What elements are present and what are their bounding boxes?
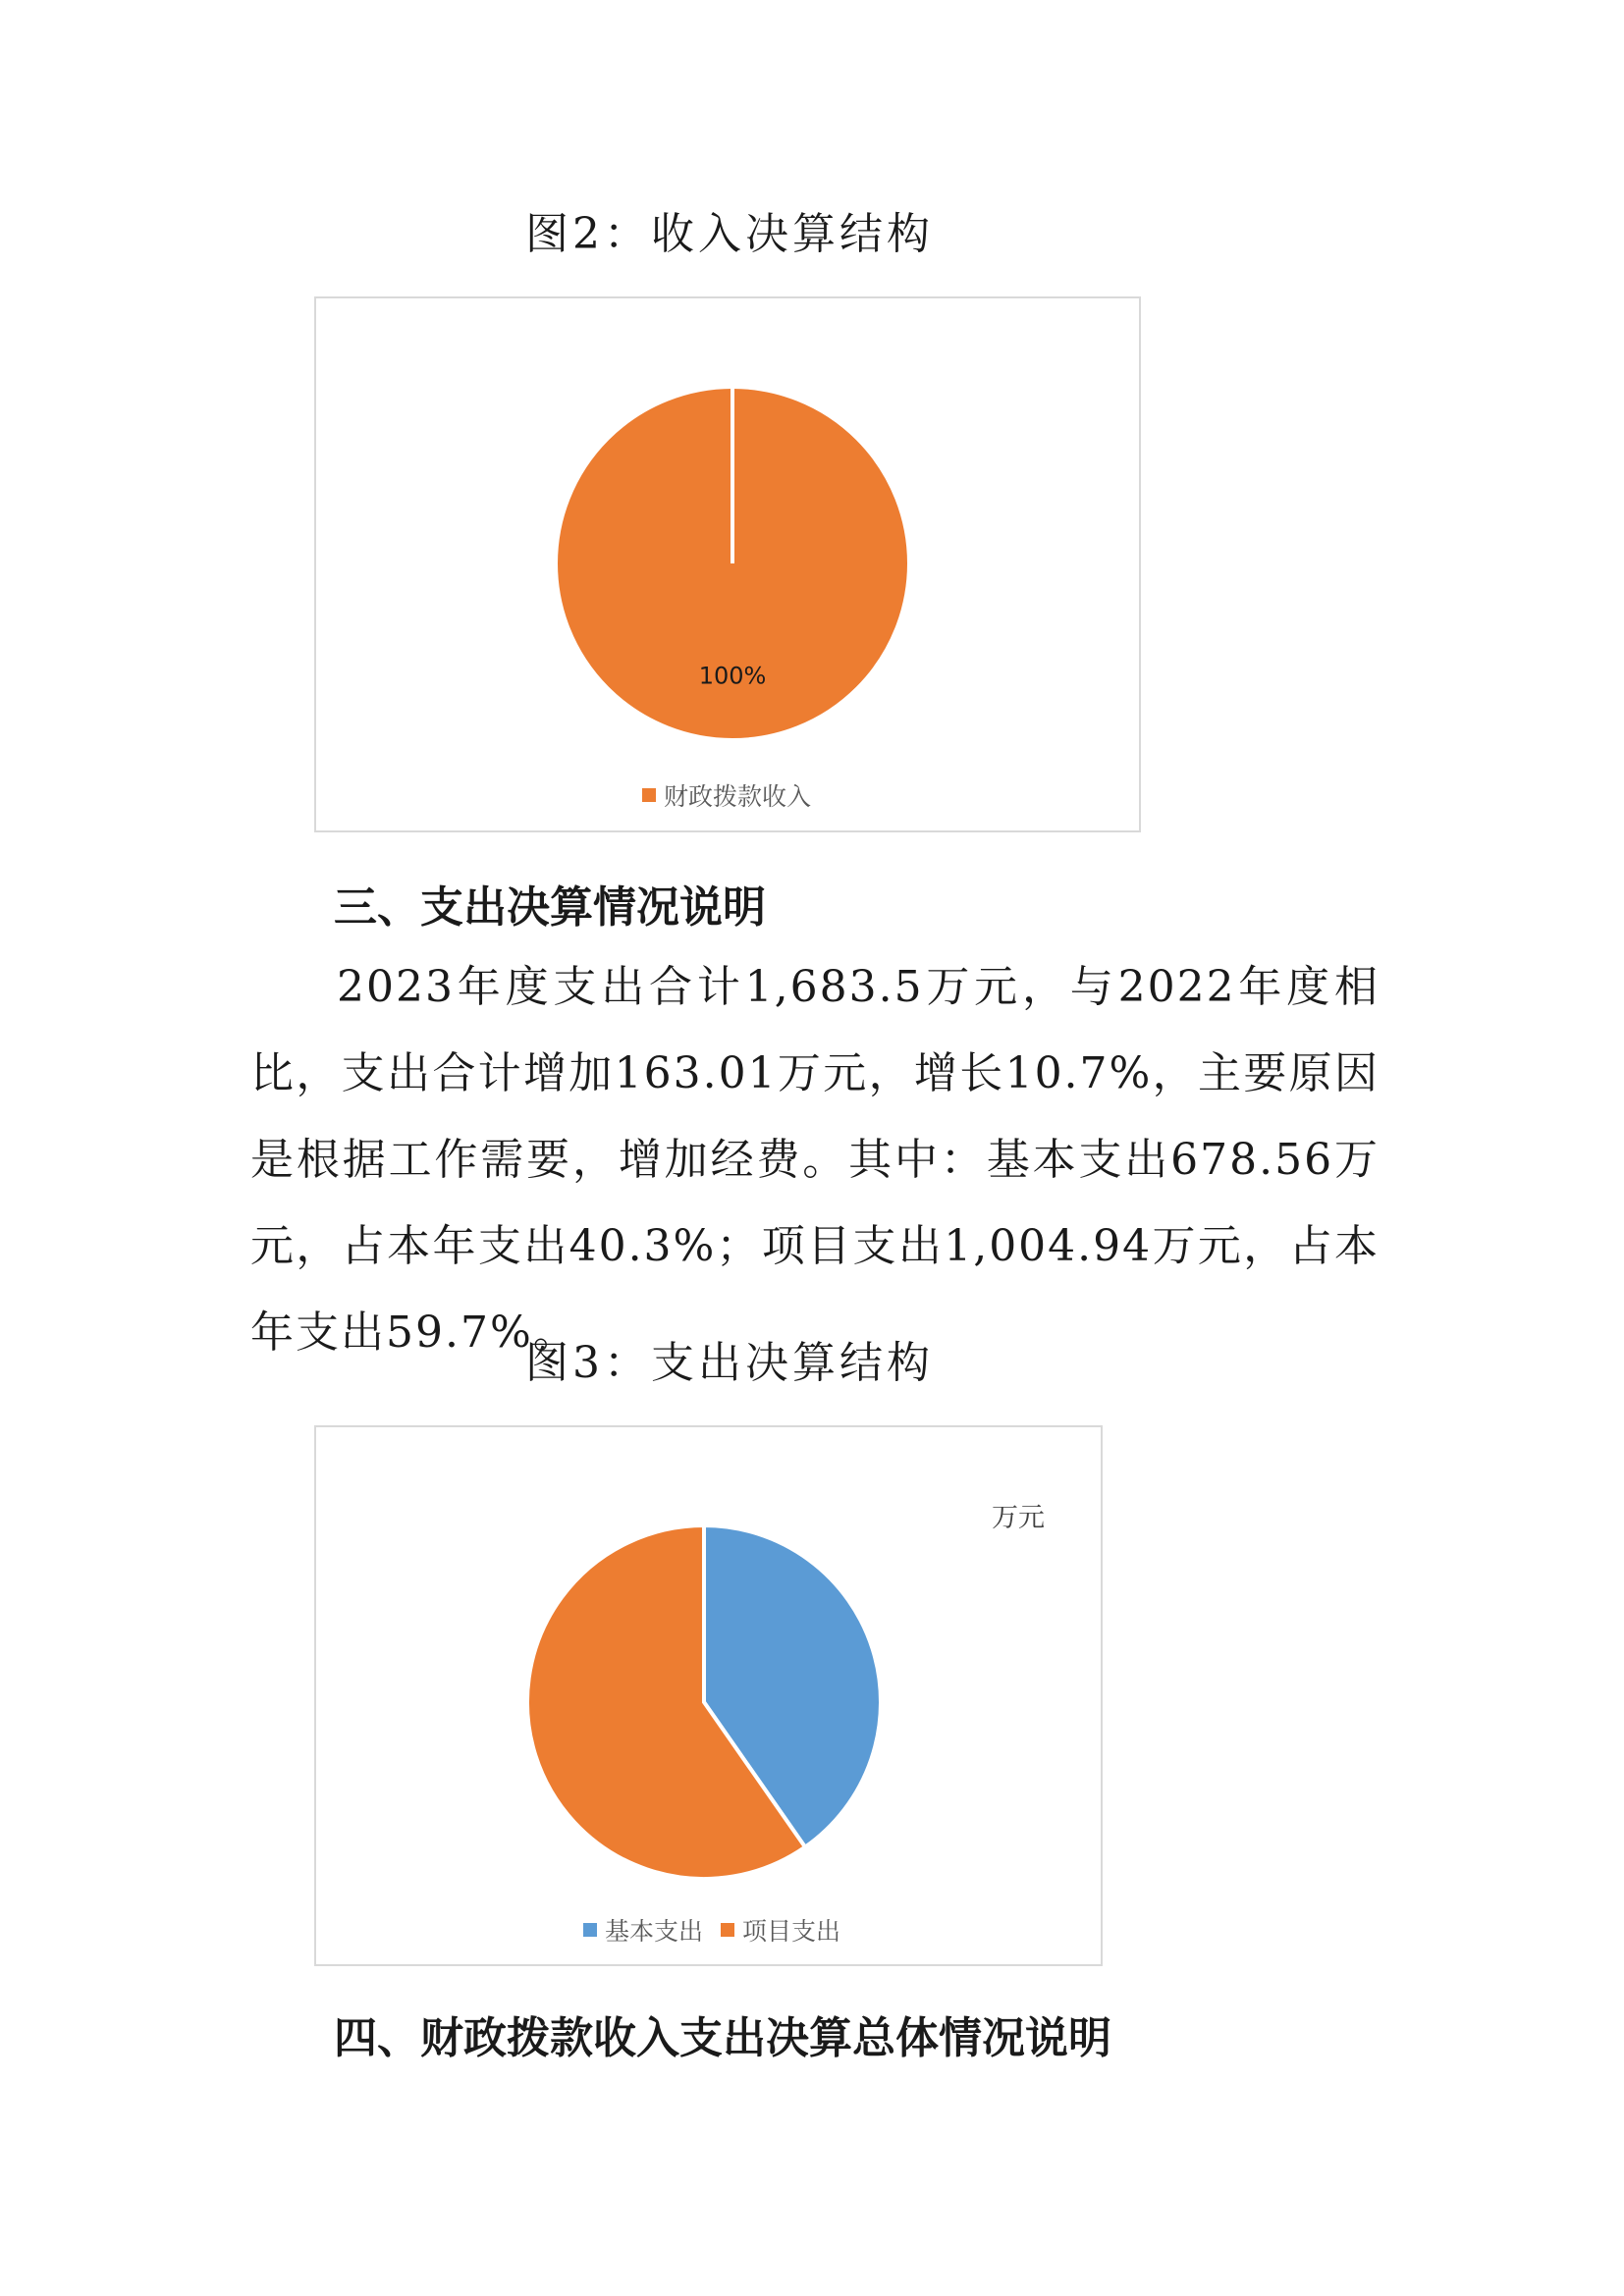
legend-item-fiscal-income bbox=[642, 777, 811, 813]
income-structure-chart bbox=[314, 296, 1141, 832]
expenditure-paragraph: 2023年度支出合计1,683.5万元，与2022年度相比，支出合计增加163.01万元，增长10.7%，主要原因是根据工作需要，增加经费。其中：基本支出678.56万元，占本年支出40.3%；项目支出1,004.94万元，占本年支出59.7%。 bbox=[250, 962, 1380, 1358]
legend-item-basic bbox=[583, 1912, 703, 1948]
figure3-title: 图3：支出决算结构 bbox=[525, 1338, 934, 1388]
expenditure-structure-chart bbox=[314, 1425, 1103, 1966]
expenditure-pie-svg bbox=[316, 1427, 1105, 1968]
pie-data-label-0: 100% bbox=[698, 662, 767, 690]
income-chart-legend bbox=[642, 777, 811, 813]
legend-swatch bbox=[642, 788, 656, 802]
legend-label: 项目支出 bbox=[742, 1917, 841, 1946]
figure2-title: 图2：收入决算结构 bbox=[525, 209, 934, 259]
legend-label: 基本支出 bbox=[605, 1917, 704, 1946]
legend-swatch bbox=[721, 1923, 734, 1937]
section4-heading: 四、财政拨款收入支出决算总体情况说明 bbox=[334, 2013, 1111, 2063]
legend-swatch bbox=[583, 1923, 597, 1937]
section3-heading: 三、支出决算情况说明 bbox=[334, 882, 766, 933]
legend-item-project bbox=[721, 1912, 840, 1948]
expenditure-chart-legend bbox=[583, 1912, 840, 1948]
legend-label: 财政拨款收入 bbox=[664, 782, 812, 811]
chart-unit-label: 万元 bbox=[992, 1503, 1045, 1533]
income-pie-svg bbox=[316, 298, 1143, 834]
